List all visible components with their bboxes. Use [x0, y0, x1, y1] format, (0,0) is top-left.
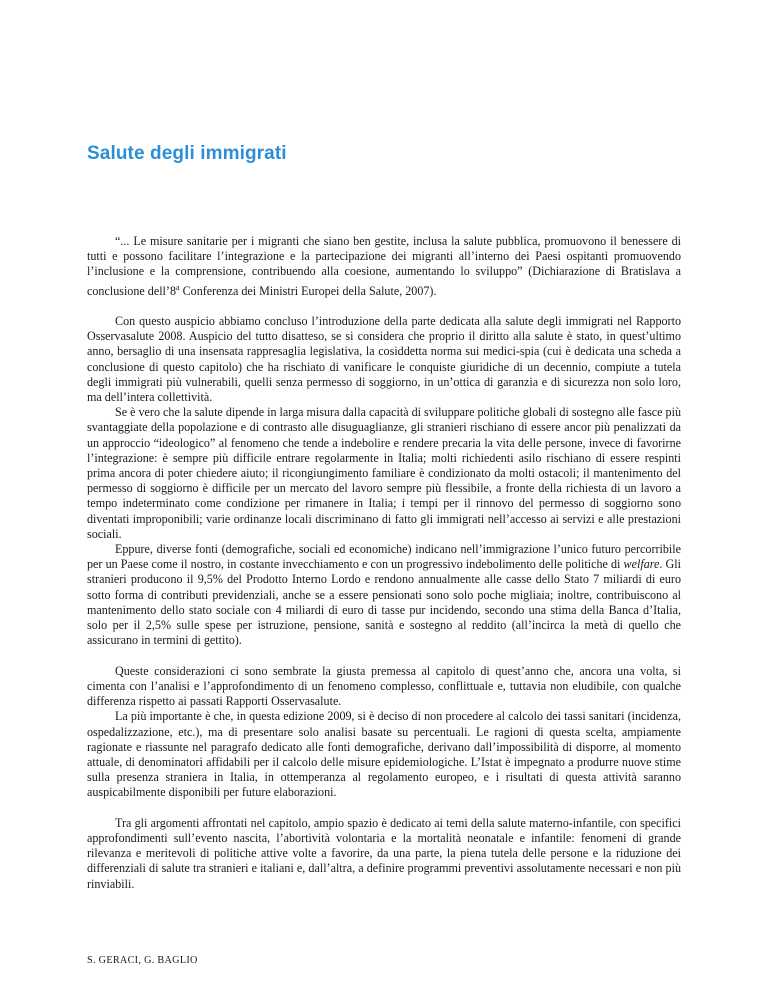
paragraph-intro: Con questo auspicio abbiamo concluso l’introduzione della parte dedicata alla salute degli immigrati nel Rapporto Osservasalute 2008. Auspicio del tutto disatteso, se si considera che proprio il diritto alla salute è stato, in quest’ultimo anno, bersaglio di una insensata rappresaglia legislativa, la cosiddetta norma sui medici-spia (cui è dedicata una scheda a conclusione di questo capitolo) che ha rischiato di vanificare le conquiste giuridiche di un decennio, compiute a tutela degli immigrati più vulnerabili, quelli senza permesso di soggiorno, in un’ottica di garanzia e di sicurezza non solo loro, ma dell’intera collettività. [87, 314, 681, 405]
paragraph-health-policies: Se è vero che la salute dipende in larga misura dalla capacità di sviluppare politiche globali di sostegno alle fasce più svantaggiate della popolazione e di contrasto alle disuguaglianze, gli stranieri rischiano di essere ancor più penalizzati da un approccio “ideologico” al fenomeno che tende a indebolire e rendere precaria la vita delle persone, invece di favorirne l’integrazione: è sempre più difficile entrare regolarmente in Italia; molti richiedenti asilo rischiano di essere respinti prima ancora di poter chiedere aiuto; il ricongiungimento familiare è condizionato da molti ostacoli; il mantenimento del permesso di soggiorno è difficile per un mercato del lavoro sempre più flessibile, a fronte della richiesta di un lavoro a tempo indeterminato come condizione per rimanere in Italia; i tempi per il rinnovo del permesso di soggiorno sono diventati improponibili; varie ordinanze locali discriminano di fatto gli immigrati nell’accesso ai servizi e alle prestazioni sociali. [87, 405, 681, 541]
paragraph-methodology: La più importante è che, in questa edizione 2009, si è deciso di non procedere al calcolo dei tassi sanitari (incidenza, ospedalizzazione, etc.), ma di presentare solo analisi basate su percentuali. Le ragioni di questa scelta, ampiamente ragionate e riassunte nel paragrafo dedicato alle fonti demografiche, derivano dall’impossibilità di disporre, al momento attuale, di denominatori affidabili per il calcolo delle misure epidemiologiche. L’Istat è impegnato a produrre nuove stime sulla presenza straniera in Italia, in ottemperanza al regolamento europeo, e i risultati di questa attività saranno auspicabilmente disponibili per future elaborazioni. [87, 709, 681, 800]
paragraph-topics: Tra gli argomenti affrontati nel capitolo, ampio spazio è dedicato ai temi della salute materno-infantile, con specifici approfondimenti sull’evento nascita, l’abortività volontaria e la mortalità neonatale e infantile: fenomeni di grande rilevanza e meritevoli di politiche attive volte a favorire, da una parte, la piena tutela delle persone e la riduzione dei differenziali di salute tra stranieri e italiani e, dall’altra, a definire programmi preventivi assolutamente necessari e non più rinviabili. [87, 815, 681, 891]
authors-footer: S. GERACI, G. BAGLIO [87, 955, 198, 966]
page-title: Salute degli immigrati [87, 143, 287, 164]
body-text [87, 234, 681, 892]
paragraph-quote: “... Le misure sanitarie per i migranti che siano ben gestite, inclusa la salute pubblica, promuovono il benessere di tutti e possono facilitare l’integrazione e la partecipazione dei migranti all’interno dei Paesi ospitanti promuovendo l’inclusione e la comprensione, contribuendo alla coesione, aumentando lo sviluppo” (Dichiarazione di Bratislava a conclusione dell’8$^a$ Conferenza dei Ministri Europei della Salute, 2007). [87, 234, 681, 298]
paragraph-chapter-premise: Queste considerazioni ci sono sembrate la giusta premessa al capitolo di quest’anno che, ancora una volta, si cimenta con l’analisi e l’approfondimento di un fenomeno complesso, conflittuale e, tuttavia non eludibile, con qualche differenza rispetto ai passati Rapporti Osservasalute. [87, 663, 681, 709]
paragraph-immigration-future: Eppure, diverse fonti (demografiche, sociali ed economiche) indicano nell’immigrazione l’unico futuro percorribile per un Paese come il nostro, in costante invecchiamento e con un progressivo indebolimento delle politiche di welfare. Gli stranieri producono il 9,5% del Prodotto Interno Lordo e rendono annualmente alle casse dello Stato 7 miliardi di euro sotto forma di contributi previdenziali, anche se a essere pensionati sono solo poche migliaia; inoltre, contribuiscono al mantenimento dello stato sociale con 4 miliardi di euro di tasse pur incidendo, secondo una stima della Banca d’Italia, solo per il 2,5% sulle spese per istruzione, pensione, sanità e sostegno al reddito (all’incirca la metà di quello che assicurano in termini di gettito). [87, 542, 681, 648]
